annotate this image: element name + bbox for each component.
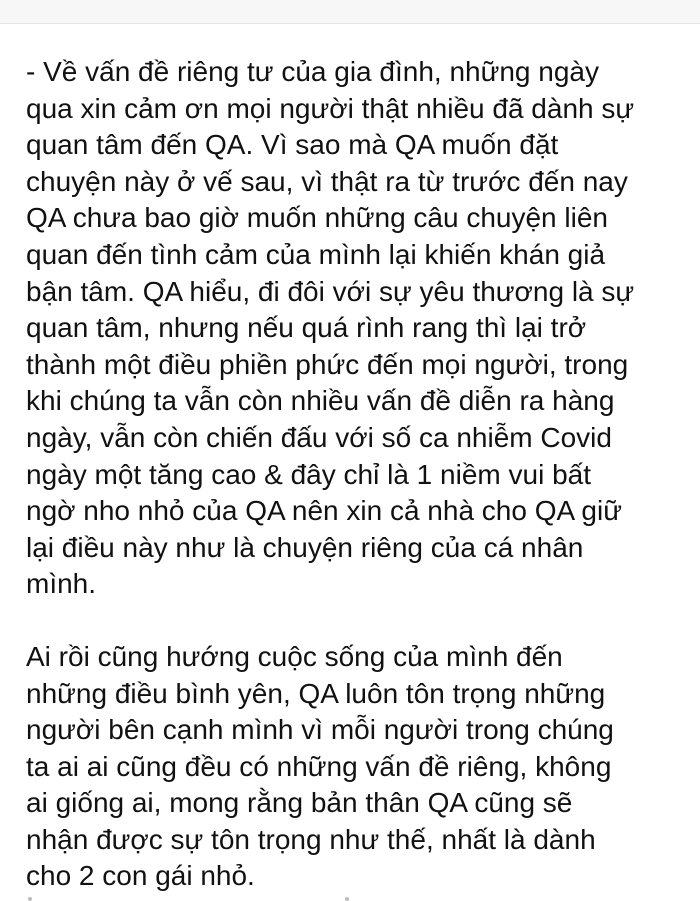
text-line: - Về vấn đề riêng tư của gia đình, những ngày bbox=[26, 56, 599, 87]
text-line: bận tâm. QA hiểu, đi đôi với sự yêu thương là sự bbox=[26, 275, 635, 307]
cropped-glyph-mark bbox=[345, 897, 349, 901]
text-line: qua xin cảm ơn mọi người thật nhiều đã dành sự bbox=[26, 92, 635, 124]
cropped-glyph-mark bbox=[28, 897, 32, 901]
text-line: ta ai ai cũng đều có những vấn đề riêng, không bbox=[26, 750, 612, 782]
text-line: chuyện này ở vế sau, vì thật ra từ trước đến nay bbox=[26, 165, 628, 197]
text-line: cho 2 con gái nhỏ. bbox=[26, 860, 255, 892]
paragraph-1 bbox=[26, 54, 692, 603]
text-line: những điều bình yên, QA luôn tôn trọng những bbox=[26, 677, 606, 709]
top-bar bbox=[0, 0, 700, 24]
text-line: khi chúng ta vẫn còn nhiều vấn đề diễn ra hàng bbox=[26, 385, 615, 417]
text-line: mình. bbox=[26, 568, 97, 600]
text-line: nhận được sự tôn trọng như thế, nhất là dành bbox=[26, 823, 596, 855]
text-line: quan tâm đến QA. Vì sao mà QA muốn đặt bbox=[26, 129, 559, 161]
post-body bbox=[26, 54, 692, 895]
text-line: ngày một tăng cao & đây chỉ là 1 niềm vui bất bbox=[26, 458, 591, 490]
text-line: lại điều này như là chuyện riêng của cá nhân bbox=[26, 531, 584, 563]
top-divider bbox=[0, 23, 700, 24]
paragraph-2 bbox=[26, 639, 692, 895]
text-line: người bên cạnh mình vì mỗi người trong chúng bbox=[26, 714, 614, 746]
text-line: ngờ nho nhỏ của QA nên xin cả nhà cho QA giữ bbox=[26, 495, 622, 527]
text-line: QA chưa bao giờ muốn những câu chuyện liên bbox=[26, 202, 608, 234]
text-line: ngày, vẫn còn chiến đấu với số ca nhiễm Covid bbox=[26, 421, 612, 453]
text-line: Ai rồi cũng hướng cuộc sống của mình đến bbox=[26, 640, 563, 672]
next-line-preview bbox=[0, 891, 700, 901]
paragraph-spacer bbox=[26, 603, 692, 639]
text-line: ai giống ai, mong rằng bản thân QA cũng sẽ bbox=[26, 787, 573, 819]
text-line: quan đến tình cảm của mình lại khiến khán giả bbox=[26, 238, 606, 270]
text-line: quan tâm, nhưng nếu quá rình rang thì lại trở bbox=[26, 312, 587, 344]
text-line: thành một điều phiền phức đến mọi người, trong bbox=[26, 348, 629, 380]
